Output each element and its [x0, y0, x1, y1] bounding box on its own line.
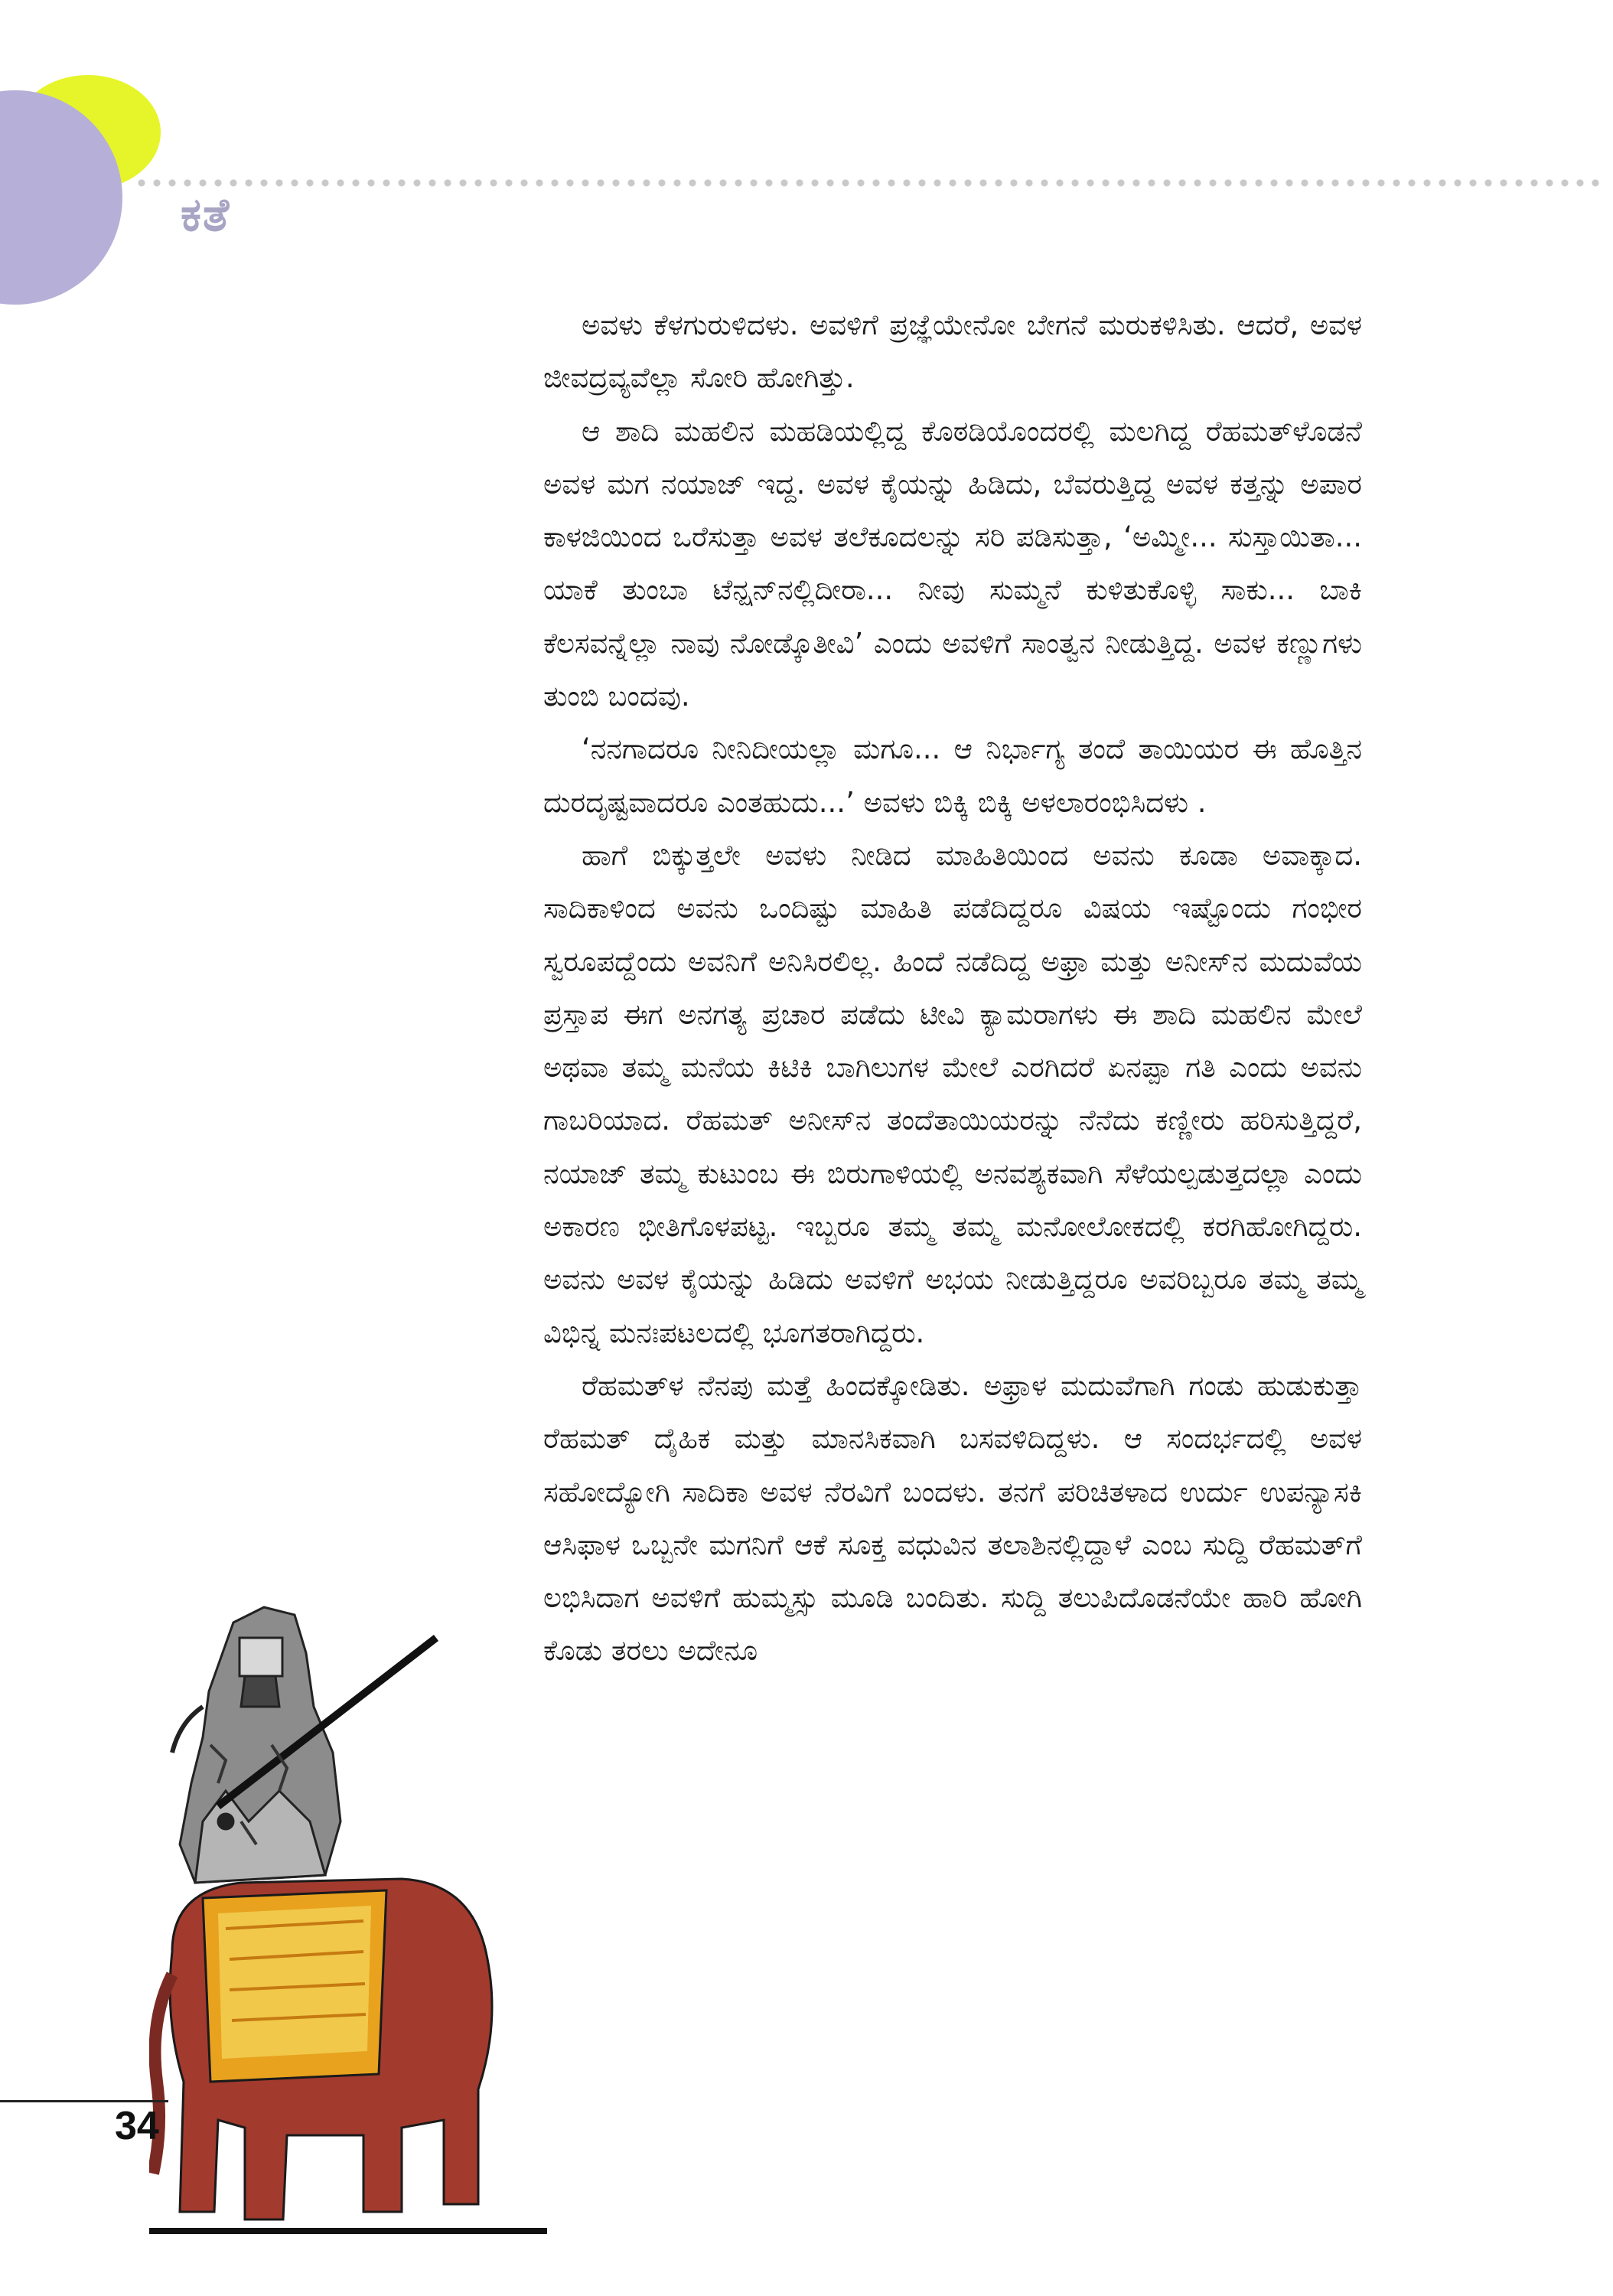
story-text — [543, 298, 1362, 1678]
paragraph: ಹಾಗೆ ಬಿಕ್ಕುತ್ತಲೇ ಅವಳು ನೀಡಿದ ಮಾಹಿತಿಯಿಂದ ಅವನು ಕೂಡಾ ಅವಾಕ್ಕಾದ. ಸಾದಿಕಾಳಿಂದ ಅವನು ಒಂದಿಷ್ಟು ಮಾಹಿತಿ ಪಡೆದಿದ್ದರೂ ವಿಷಯ ಇಷ್ಟೊಂದು ಗಂಭೀರ ಸ್ವರೂಪದ್ದೆಂದು ಅವನಿಗೆ ಅನಿಸಿರಲಿಲ್ಲ. ಹಿಂದೆ ನಡೆದಿದ್ದ ಅಫ್ರಾ ಮತ್ತು ಅನೀಸ್‌ನ ಮದುವೆಯ ಪ್ರಸ್ತಾಪ ಈಗ ಅನಗತ್ಯ ಪ್ರಚಾರ ಪಡೆದು ಟೀವಿ ಕ್ಯಾಮರಾಗಳು ಈ ಶಾದಿ ಮಹಲಿನ ಮೇಲೆ ಅಥವಾ ತಮ್ಮ ಮನೆಯ ಕಿಟಿಕಿ ಬಾಗಿಲುಗಳ ಮೇಲೆ ಎರಗಿದರೆ ಏನಪ್ಪಾ ಗತಿ ಎಂದು ಅವನು ಗಾಬರಿಯಾದ. ರೆಹಮತ್ ಅನೀಸ್‌ನ ತಂದೆತಾಯಿಯರನ್ನು ನೆನೆದು ಕಣ್ಣೀರು ಹರಿಸುತ್ತಿದ್ದರೆ, ನಯಾಜ್ ತಮ್ಮ ಕುಟುಂಬ ಈ ಬಿರುಗಾಳಿಯಲ್ಲಿ ಅನವಶ್ಯಕವಾಗಿ ಸೆಳೆಯಲ್ಪಡುತ್ತದಲ್ಲಾ ಎಂದು ಅಕಾರಣ ಭೀತಿಗೊಳಪಟ್ಟ. ಇಬ್ಬರೂ ತಮ್ಮ ತಮ್ಮ ಮನೋಲೋಕದಲ್ಲಿ ಕರಗಿಹೋಗಿದ್ದರು. ಅವನು ಅವಳ ಕೈಯನ್ನು ಹಿಡಿದು ಅವಳಿಗೆ ಅಭಯ ನೀಡುತ್ತಿದ್ದರೂ ಅವರಿಬ್ಬರೂ ತಮ್ಮ ತಮ್ಮ ವಿಭಿನ್ನ ಮನಃಪಟಲದಲ್ಲಿ ಭೂಗತರಾಗಿದ್ದರು. — [543, 838, 1362, 1349]
elephant — [153, 1879, 492, 2219]
paragraph: ‘ನನಗಾದರೂ ನೀನಿದೀಯಲ್ಲಾ ಮಗೂ... ಆ ನಿರ್ಭಾಗ್ಯ ತಂದೆ ತಾಯಿಯರ ಈ ಹೊತ್ತಿನ ದುರದೃಷ್ಟವಾದರೂ ಎಂತಹುದು...’ ಅವಳು ಬಿಕ್ಕಿ ಬಿಕ್ಕಿ ಅಳಲಾರಂಭಿಸಿದಳು . — [543, 732, 1362, 819]
page-number: 34 — [115, 2104, 159, 2148]
dotted-rule — [134, 178, 1607, 188]
hunter-figure — [172, 1607, 436, 1883]
paragraph: ಆ ಶಾದಿ ಮಹಲಿನ ಮಹಡಿಯಲ್ಲಿದ್ದ ಕೊಠಡಿಯೊಂದರಲ್ಲಿ ಮಲಗಿದ್ದ ರೆಹಮತ್‌ಳೊಡನೆ ಅವಳ ಮಗ ನಯಾಜ್ ಇದ್ದ. ಅವಳ ಕೈಯನ್ನು ಹಿಡಿದು, ಬೆವರುತ್ತಿದ್ದ ಅವಳ ಕತ್ತನ್ನು ಅಪಾರ ಕಾಳಜಿಯಿಂದ ಒರೆಸುತ್ತಾ ಅವಳ ತಲೆಕೂದಲನ್ನು ಸರಿ ಪಡಿಸುತ್ತಾ, ‘ಅಮ್ಮೀ... ಸುಸ್ತಾಯಿತಾ... ಯಾಕೆ ತುಂಬಾ ಟೆನ್ಷನ್‌ನಲ್ಲಿದೀರಾ... ನೀವು ಸುಮ್ಮನೆ ಕುಳಿತುಕೊಳ್ಳಿ ಸಾಕು... ಬಾಕಿ ಕೆಲಸವನ್ನೆಲ್ಲಾ ನಾವು ನೋಡ್ಕೊತೀವಿ’ ಎಂದು ಅವಳಿಗೆ ಸಾಂತ್ವನ ನೀಡುತ್ತಿದ್ದ. ಅವಳ ಕಣ್ಣುಗಳು ತುಂಬಿ ಬಂದವು. — [543, 414, 1362, 713]
footer-rule — [0, 2100, 168, 2102]
section-label: ಕತೆ — [181, 188, 231, 242]
paragraph: ರೆಹಮತ್‌ಳ ನೆನಪು ಮತ್ತೆ ಹಿಂದಕ್ಕೋಡಿತು. ಅಫ್ರಾಳ ಮದುವೆಗಾಗಿ ಗಂಡು ಹುಡುಕುತ್ತಾ ರೆಹಮತ್ ದೈಹಿಕ ಮತ್ತು ಮಾನಸಿಕವಾಗಿ ಬಸವಳಿದಿದ್ದಳು. ಆ ಸಂದರ್ಭದಲ್ಲಿ ಅವಳ ಸಹೋದ್ಯೋಗಿ ಸಾದಿಕಾ ಅವಳ ನೆರವಿಗೆ ಬಂದಳು. ತನಗೆ ಪರಿಚಿತಳಾದ ಉರ್ದು ಉಪನ್ಯಾಸಕಿ ಆಸಿಫಾಳ ಒಬ್ಬನೇ ಮಗನಿಗೆ ಆಕೆ ಸೂಕ್ತ ವಧುವಿನ ತಲಾಶಿನಲ್ಲಿದ್ದಾಳೆ ಎಂಬ ಸುದ್ದಿ ರೆಹಮತ್‌ಗೆ ಲಭಿಸಿದಾಗ ಅವಳಿಗೆ ಹುಮ್ಮಸ್ಸು ಮೂಡಿ ಬಂದಿತು. ಸುದ್ದಿ ತಲುಪಿದೊಡನೆಯೇ ಹಾರಿ ಹೋಗಿ ಕೊಡು ತರಲು ಅದೇನೂ — [543, 1368, 1362, 1668]
paragraph: ಅವಳು ಕೆಳಗುರುಳಿದಳು. ಅವಳಿಗೆ ಪ್ರಜ್ಞೆಯೇನೋ ಬೇಗನೆ ಮರುಕಳಿಸಿತು. ಆದರೆ, ಅವಳ ಜೀವದ್ರವ್ಯವೆಲ್ಲಾ ಸೋರಿ ಹೋಗಿತ್ತು. — [543, 308, 1362, 395]
hunter-on-elephant-illustration — [149, 1592, 547, 2250]
